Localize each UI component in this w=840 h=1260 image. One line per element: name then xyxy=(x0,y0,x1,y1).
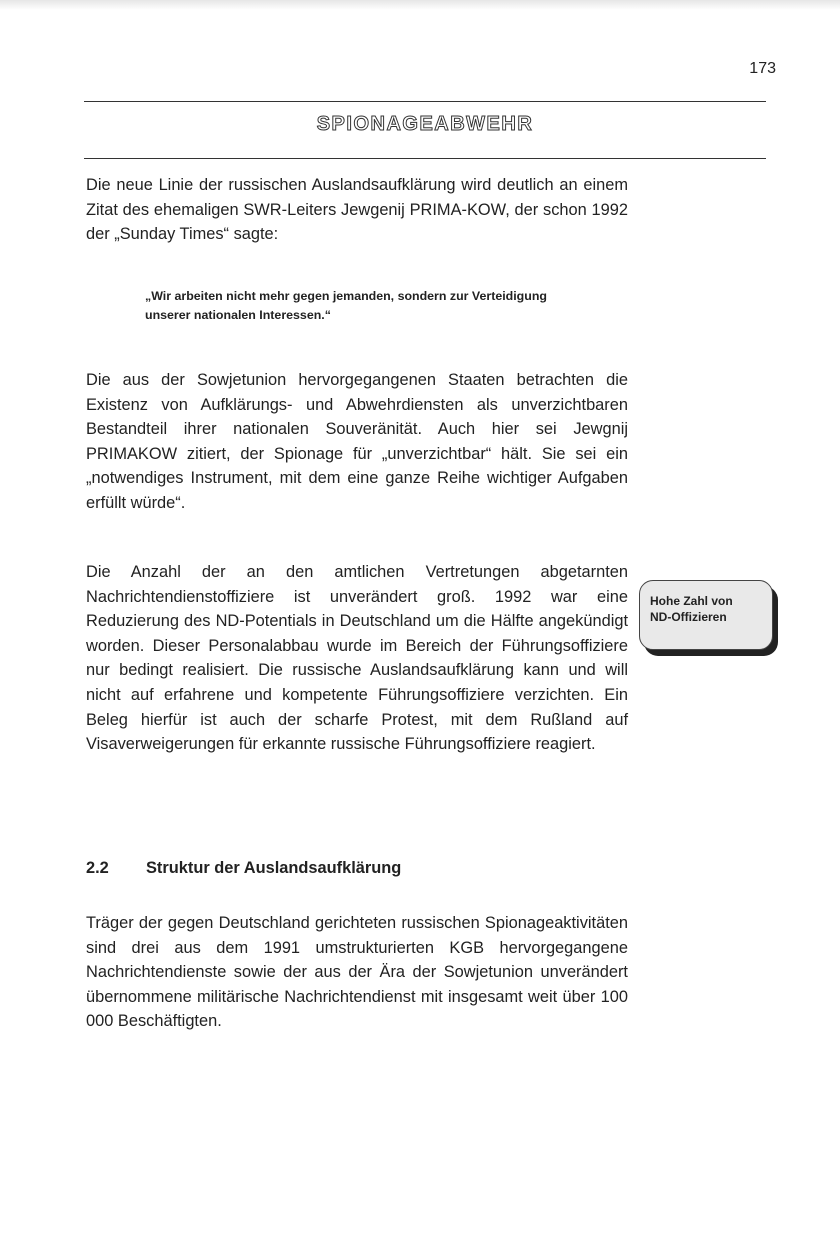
block-quote: „Wir arbeiten nicht mehr gegen jemanden, sondern zur Verteidigung unserer nationalen Interessen.“ xyxy=(145,289,547,322)
header-rule-top xyxy=(84,101,766,102)
paragraph-structure: Träger der gegen Deutschland gerichteten russischen Spionageaktivitäten sind drei aus dem 1991 umstrukturierten KGB hervorgegangene Nachrichtendienste sowie der aus der Ära der Sowjetunion unverändert übernommene militärische Nachrichtendienst mit insgesamt weit über 100 000 Beschäftigten. xyxy=(86,914,628,1031)
paragraph-intro: Die neue Linie der russischen Auslandsaufklärung wird deutlich an einem Zitat des ehemaligen SWR-Leiters Jewgenij PRIMA-KOW, der schon 1992 der „Sunday Times“ sagte: xyxy=(86,176,628,244)
header-rule-bottom xyxy=(84,158,766,159)
scan-edge-shadow xyxy=(0,0,840,10)
section-number: 2.2 xyxy=(86,859,109,877)
section-heading xyxy=(86,859,626,878)
page-number: 173 xyxy=(749,60,776,77)
margin-note-box xyxy=(639,580,773,650)
margin-note-line-1: Hohe Zahl von xyxy=(650,594,733,608)
margin-note-line-2: ND-Offizieren xyxy=(650,610,727,624)
paragraph-officers: Die Anzahl der an den amtlichen Vertretungen abgetarnten Nachrichtendienstoffiziere ist unverändert groß. 1992 war eine Reduzierung des ND-Potentials in Deutschland um die Hälfte angekündigt worden. Dieser Personalabbau wurde im Bereich der Führungsoffiziere nur bedingt realisiert. Die russische Auslandsaufklärung kann und will nicht auf erfahrene und kompetente Führungsoffiziere verzichten. Ein Beleg hierfür ist auch der scharfe Protest, mit dem Rußland auf Visaverweigerungen für erkannte russische Führungsoffiziere reagiert. xyxy=(86,563,628,754)
paragraph-existence: Die aus der Sowjetunion hervorgegangenen Staaten betrachten die Existenz von Aufklärungs- und Abwehrdiensten als unverzichtbaren Bestandteil ihrer nationalen Souveränität. Auch hier sei Jewgnij PRIMAKOW zitiert, der Spionage für „unverzichtbar“ hält. Sie sei ein „notwendiges Instrument, mit dem eine ganze Reihe wichtiger Aufgaben erfüllt würde“. xyxy=(86,371,628,512)
running-title: SPIONAGEABWEHR xyxy=(316,113,534,135)
section-title: Struktur der Auslandsaufklärung xyxy=(146,859,402,877)
